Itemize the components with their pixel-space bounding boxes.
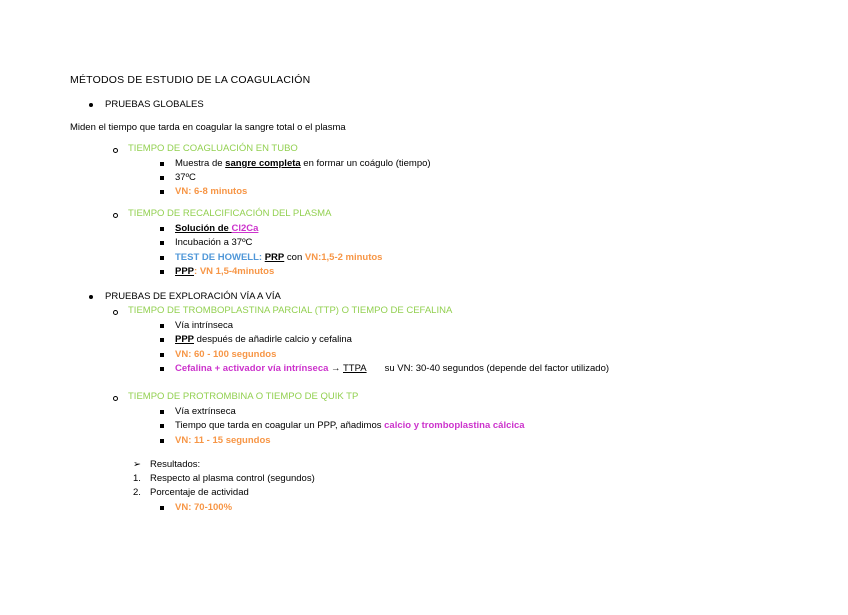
bullet-circle (113, 310, 118, 315)
recal-item-2: Incubación a 37ºC (175, 237, 253, 248)
text-underlined: TTPA (343, 363, 367, 374)
text-emphasis: PPP (175, 266, 195, 277)
text-emphasis: Cefalina + activador vía intrínseca (175, 363, 332, 374)
arrow-icon: → (331, 363, 341, 374)
ttp-item-3: VN: 60 - 100 segundos (175, 349, 277, 360)
bullet-square (160, 324, 164, 328)
bullet-dot (89, 103, 93, 107)
bullet-circle (113, 396, 118, 401)
text: Muestra de (175, 158, 226, 169)
subheading-recalcificacion: TIEMPO DE RECALCIFICACIÓN DEL PLASMA (128, 208, 332, 219)
bullet-square (160, 241, 164, 245)
text-emphasis: : VN 1,5-4minutos (194, 266, 275, 277)
recal-item-3 (175, 252, 382, 264)
tp-item-3: VN: 11 - 15 segundos (175, 435, 271, 446)
recal-item-4 (175, 266, 274, 278)
list-number: 2. (133, 487, 141, 498)
bullet-square (160, 338, 164, 342)
bullet-square (160, 353, 164, 357)
page-title: MÉTODOS DE ESTUDIO DE LA COAGULACIÓN (70, 74, 311, 86)
bullet-square (160, 256, 164, 260)
recal-item-1 (175, 223, 258, 235)
tp-item-1: Vía extrínseca (175, 406, 236, 417)
section-heading-via: PRUEBAS DE EXPLORACIÓN VÍA A VÍA (105, 291, 281, 302)
text-emphasis: sangre completa (225, 158, 301, 169)
tubo-item-3: VN: 6-8 minutos (175, 186, 248, 197)
text-emphasis: TEST DE HOWELL: (175, 252, 265, 263)
bullet-square (160, 162, 164, 166)
bullet-circle (113, 148, 118, 153)
bullet-square (160, 176, 164, 180)
section-heading-globales: PRUEBAS GLOBALES (105, 99, 204, 110)
subheading-ttp: TIEMPO DE TROMBOPLASTINA PARCIAL (TTP) O TIEMPO DE CEFALINA (128, 305, 453, 316)
tp-item-2 (175, 420, 525, 432)
ttp-item-4 (175, 363, 609, 375)
bullet-square (160, 439, 164, 443)
tubo-item-2: 37ºC (175, 172, 196, 183)
resultados-sub-1: VN: 70-100% (175, 502, 233, 513)
resultados-heading: Resultados: (150, 459, 201, 470)
bullet-square (160, 270, 164, 274)
tubo-item-1 (175, 158, 431, 170)
text-emphasis: Cl2Ca (231, 223, 259, 234)
text-emphasis: calcio y tromboplastina cálcica (384, 420, 525, 431)
bullet-square (160, 424, 164, 428)
bullet-square (160, 367, 164, 371)
bullet-square (160, 190, 164, 194)
bullet-square (160, 410, 164, 414)
list-number: 1. (133, 473, 141, 484)
text: con (284, 252, 305, 263)
arrow-bullet-icon: ➢ (133, 459, 141, 470)
text: en formar un coágulo (tiempo) (300, 158, 431, 169)
subheading-tp: TIEMPO DE PROTROMBINA O TIEMPO DE QUIK TP (128, 391, 359, 402)
bullet-dot (89, 295, 93, 299)
ttp-item-1: Vía intrínseca (175, 320, 234, 331)
bullet-square (160, 227, 164, 231)
text: Tiempo que tarda en coagular un PPP, añadimos (175, 420, 385, 431)
subheading-tubo: TIEMPO DE COAGLUACIÓN EN TUBO (128, 143, 298, 154)
ttp-item-2 (175, 334, 352, 346)
bullet-square (160, 506, 164, 510)
text-emphasis: PPP (175, 334, 195, 345)
intro-text: Miden el tiempo que tarda en coagular la sangre total o el plasma (70, 122, 346, 133)
text-emphasis: VN:1,5-2 minutos (304, 252, 383, 263)
text: su VN: 30-40 segundos (depende del factor utilizado) (384, 363, 610, 374)
text-emphasis: Solución de (175, 223, 232, 234)
resultados-item-2: Porcentaje de actividad (150, 487, 249, 498)
resultados-item-1: Respecto al plasma control (segundos) (150, 473, 315, 484)
text-emphasis: PRP (264, 252, 285, 263)
text: después de añadirle calcio y cefalina (194, 334, 352, 345)
bullet-circle (113, 213, 118, 218)
